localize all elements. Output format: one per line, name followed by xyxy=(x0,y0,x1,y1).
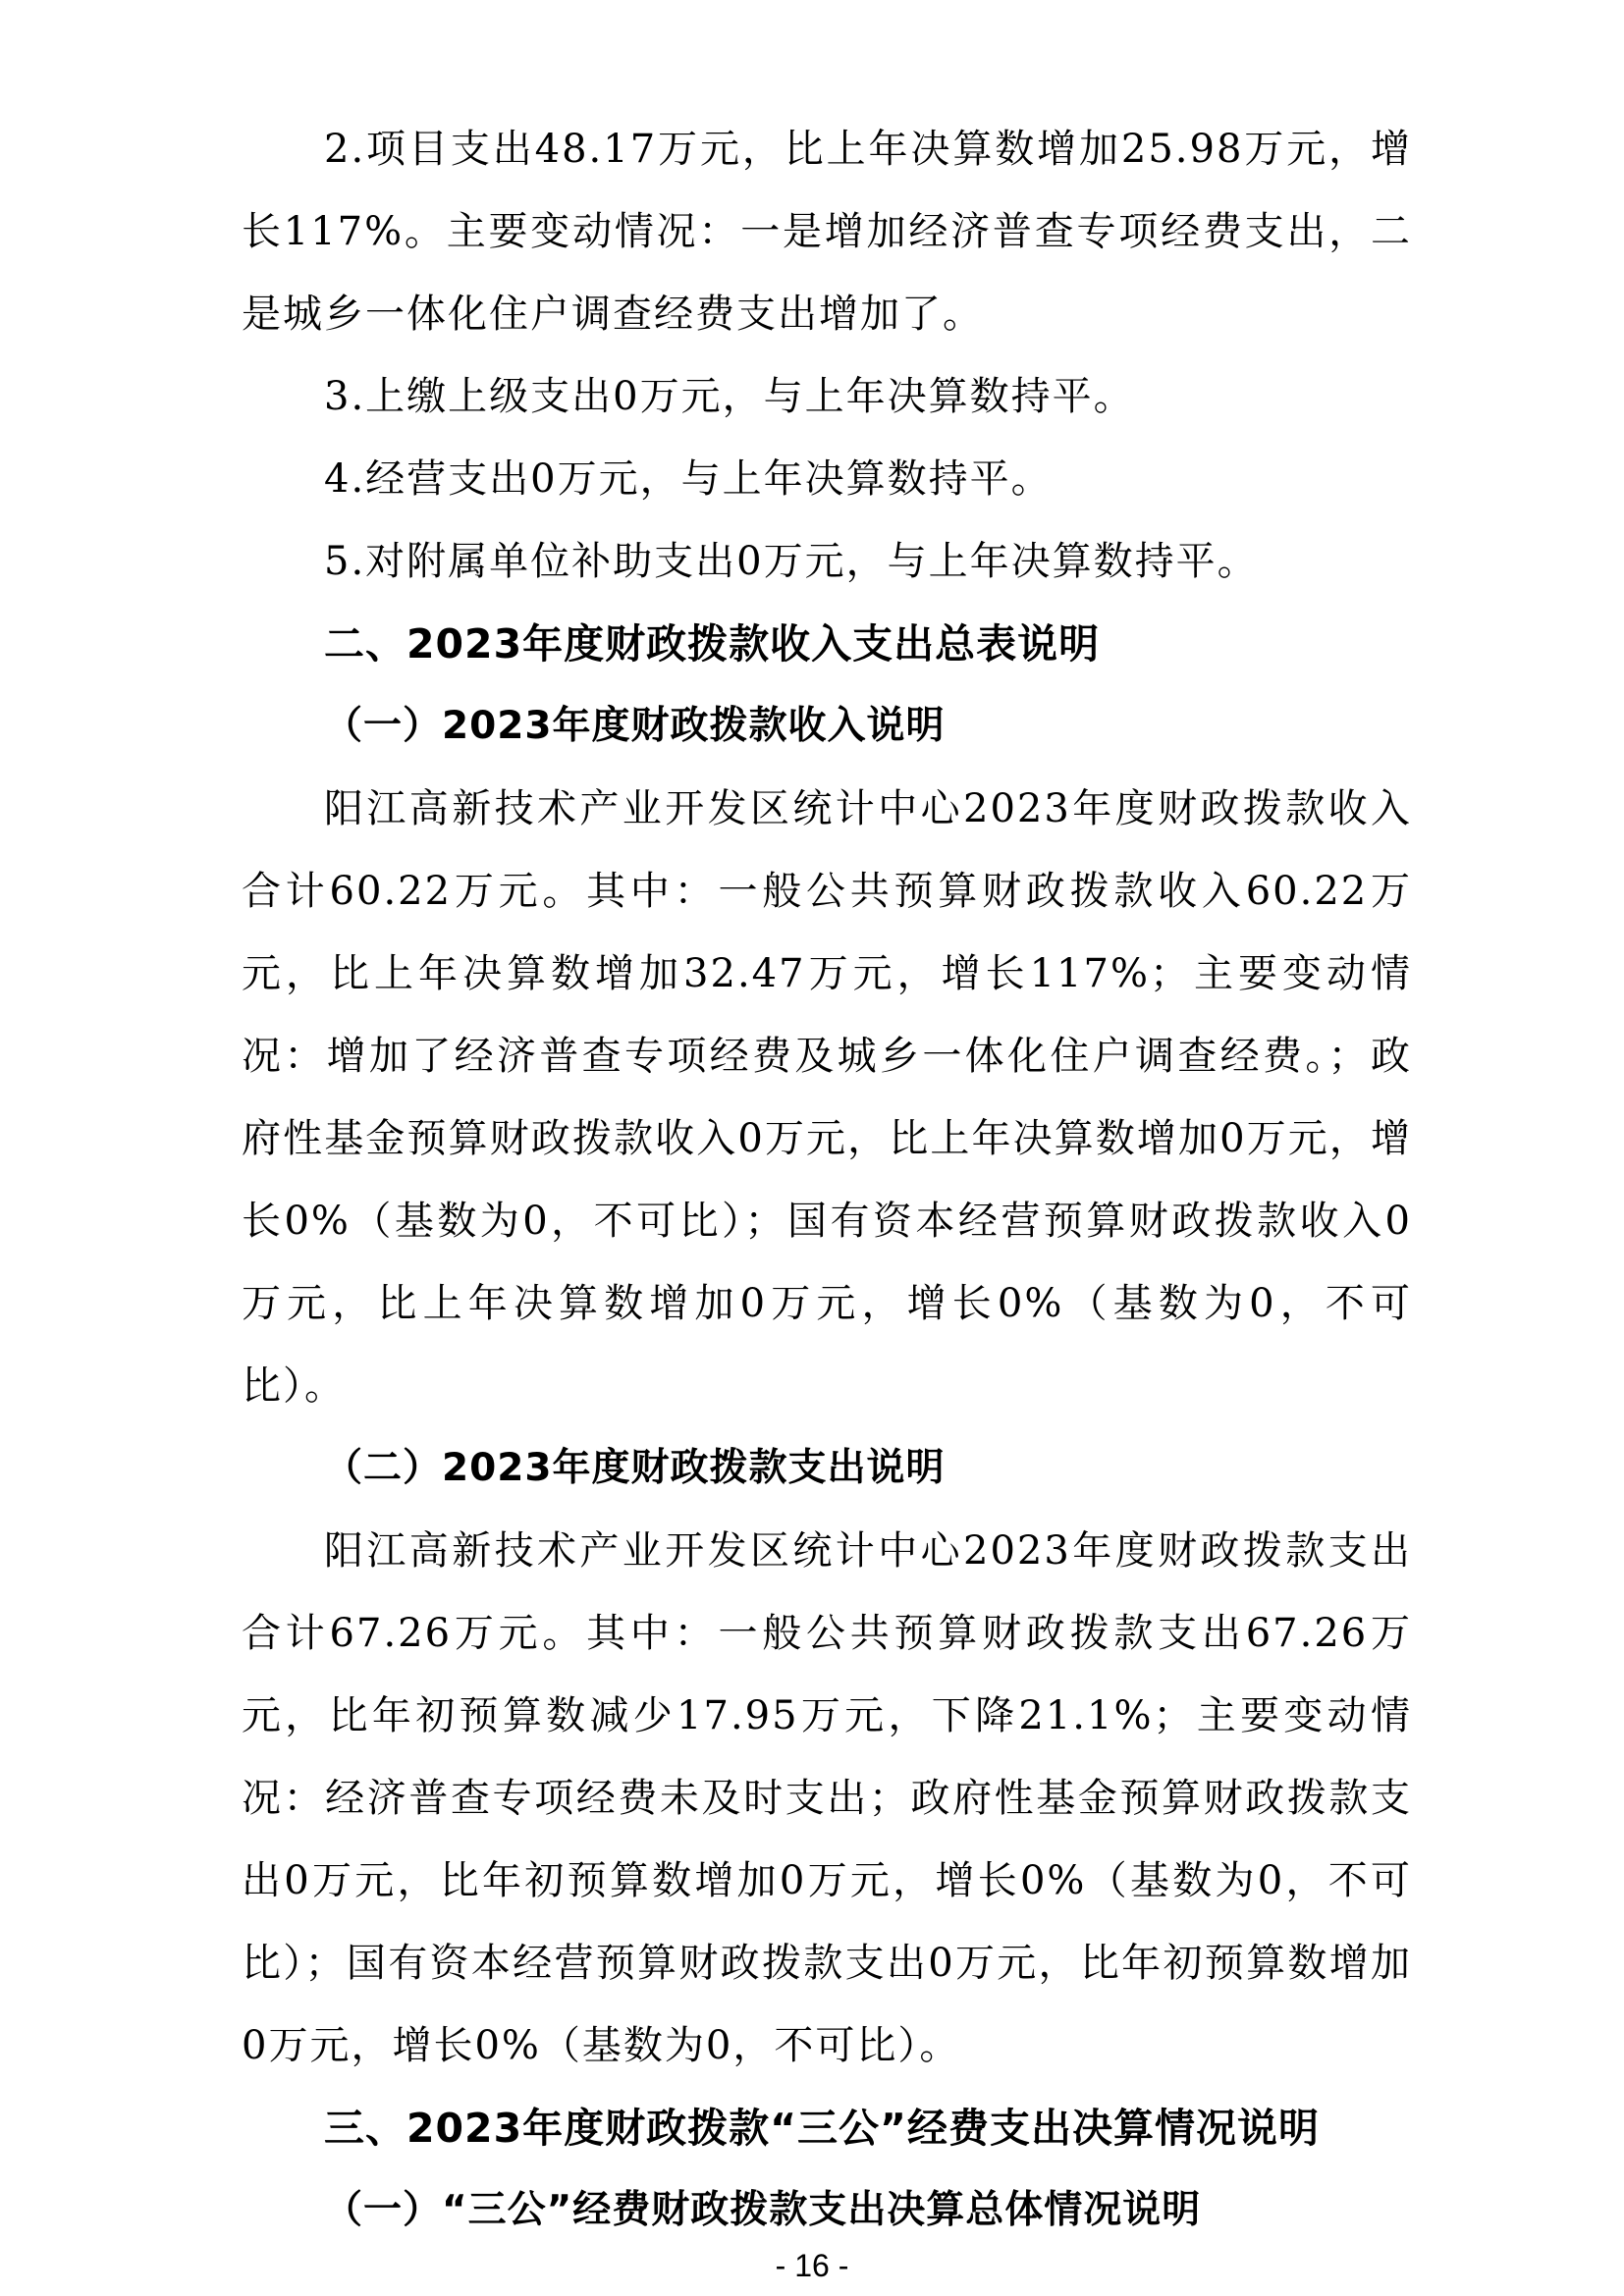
page-content xyxy=(242,108,1412,2252)
subsection-heading-expenditure: （二）2023年度财政拨款支出说明 xyxy=(324,1446,946,1490)
paragraph-project-expenditure: 2.项目支出48.17万元，比上年决算数增加25.98万元，增长117%。主要变动情况：一是增加经济普查专项经费支出，二是城乡一体化住户调查经费支出增加了。 xyxy=(242,127,1412,337)
page-number: - 16 - xyxy=(775,2248,849,2283)
section-heading-3: 三、2023年度财政拨款“三公”经费支出决算情况说明 xyxy=(324,2105,1321,2152)
paragraph-expenditure-description: 阳江高新技术产业开发区统计中心2023年度财政拨款支出合计67.26万元。其中：一般公共预算财政拨款支出67.26万元，比年初预算数减少17.95万元，下降21.1%；主要变动情况：经济普查专项经费未及时支出；政府性基金预算财政拨款支出0万元，比年初预算数增加0万元，增长0%（基数为0，不可比）；国有资本经营预算财政拨款支出0万元，比年初预算数增加0万元，增长0%（基数为0，不可比）。 xyxy=(242,1528,1412,2068)
paragraph-income-description: 阳江高新技术产业开发区统计中心2023年度财政拨款收入合计60.22万元。其中：一般公共预算财政拨款收入60.22万元，比上年决算数增加32.47万元，增长117%；主要变动情况：增加了经济普查专项经费及城乡一体化住户调查经费。；政府性基金预算财政拨款收入0万元，比上年决算数增加0万元，增长0%（基数为0，不可比）；国有资本经营预算财政拨款收入0万元，比上年决算数增加0万元，增长0%（基数为0，不可比）。 xyxy=(242,786,1412,1409)
subsection-heading-income: （一）2023年度财政拨款收入说明 xyxy=(324,704,946,748)
subsection-heading-three-public: （一）“三公”经费财政拨款支出决算总体情况说明 xyxy=(324,2188,1202,2232)
paragraph-affiliated-unit-subsidy: 5.对附属单位补助支出0万元，与上年决算数持平。 xyxy=(324,539,1259,584)
section-heading-2: 二、2023年度财政拨款收入支出总表说明 xyxy=(324,620,1101,667)
paragraph-operating-expenditure: 4.经营支出0万元，与上年决算数持平。 xyxy=(324,456,1053,502)
paragraph-upper-level-payment: 3.上缴上级支出0万元，与上年决算数持平。 xyxy=(324,374,1135,419)
